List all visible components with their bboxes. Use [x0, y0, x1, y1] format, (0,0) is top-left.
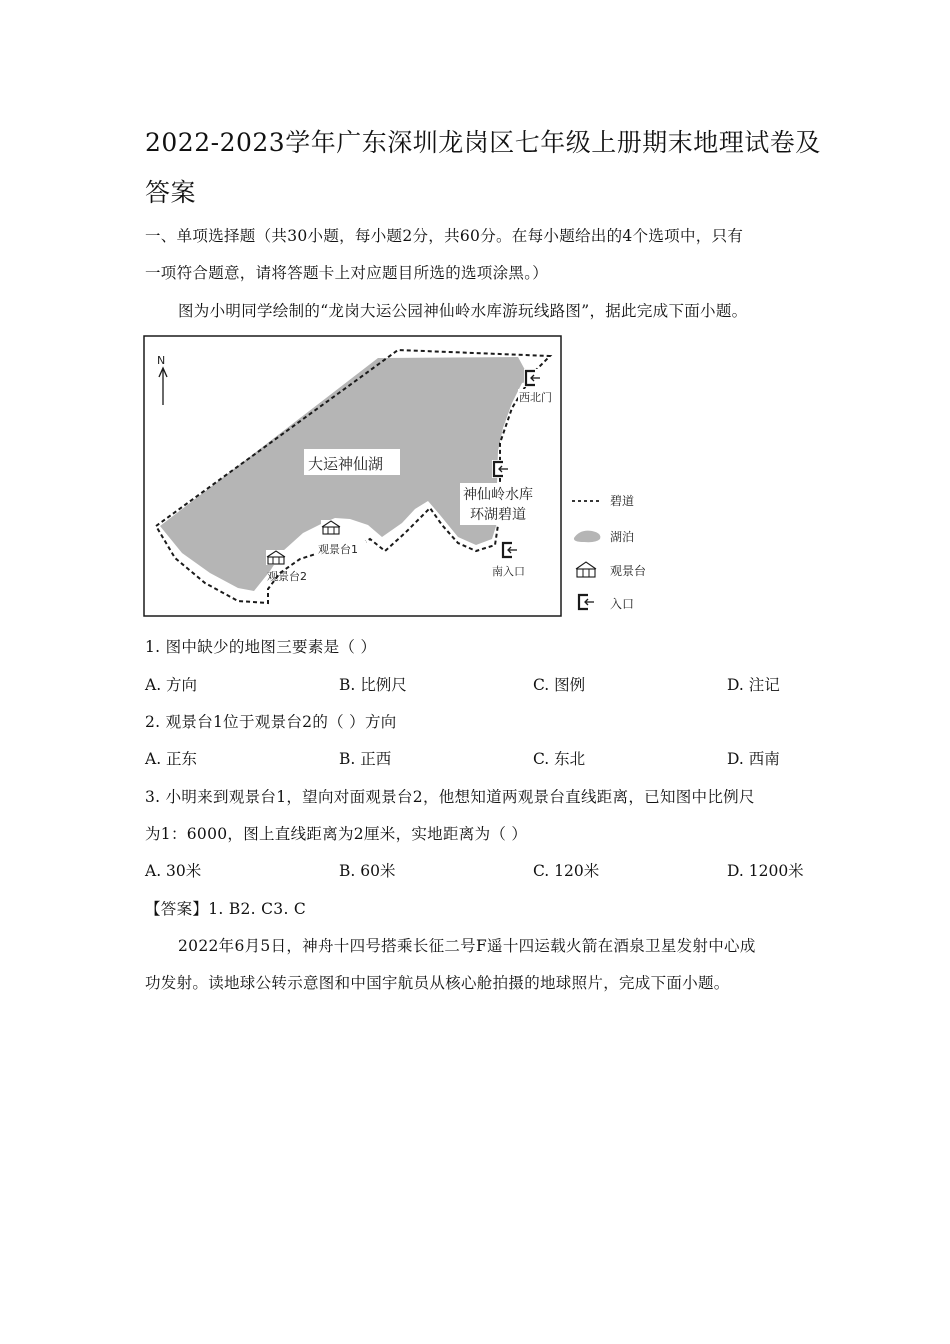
north-label: N — [157, 354, 166, 367]
question2-stem: 2. 观景台1位于观景台2的（ ）方向 — [145, 713, 397, 731]
viewpoint2-label: 观景台2 — [267, 570, 307, 583]
question2-option-d: D. 西南 — [727, 750, 780, 768]
question3-option-a: A. 30米 — [145, 862, 202, 880]
lake-name-label: 大运神仙湖 — [308, 455, 384, 473]
legend-entrance-icon — [579, 595, 594, 609]
legend-lake-label: 湖泊 — [610, 530, 635, 544]
question1-stem: 1. 图中缺少的地图三要素是（ ） — [145, 638, 377, 656]
question3-option-c: C. 120米 — [533, 862, 600, 880]
northwest-gate-entrance-icon — [524, 369, 542, 387]
legend-viewpoint-label: 观景台 — [610, 564, 647, 578]
trail-map-figure — [140, 333, 660, 621]
answer-key: 【答案】1. B2. C3. C — [145, 900, 307, 918]
legend-trail-label: 碧道 — [610, 494, 635, 508]
south-entrance-label: 南入口 — [492, 565, 525, 578]
path-name-line2: 环湖碧道 — [470, 507, 526, 523]
section-heading-line2: 一项符合题意，请将答题卡上对应题目所选的选项涂黑。） — [145, 264, 549, 282]
question2-option-b: B. 正西 — [339, 750, 392, 768]
legend-entrance-label: 入口 — [610, 597, 635, 611]
map-intro-text: 图为小明同学绘制的“龙岗大运公园神仙岭水库游玩线路图”，据此完成下面小题。 — [178, 302, 748, 320]
question2-option-a: A. 正东 — [145, 750, 198, 768]
question1-option-d: D. 注记 — [727, 676, 780, 694]
document-title-line2: 答案 — [145, 178, 197, 207]
south-entrance-icon — [501, 541, 519, 559]
northwest-gate-label: 西北门 — [519, 391, 552, 404]
question1-option-b: B. 比例尺 — [339, 676, 407, 694]
question2-option-c: C. 东北 — [533, 750, 586, 768]
question3-stem-line1: 3. 小明来到观景台1，望向对面观景台2，他想知道两观景台直线距离，已知图中比例尺 — [145, 788, 755, 806]
viewpoint1-label: 观景台1 — [318, 543, 358, 556]
east-entrance-icon — [492, 460, 510, 478]
question3-stem-line2: 为1：6000，图上直线距离为2厘米，实地距离为（ ） — [145, 825, 528, 843]
question3-option-b: B. 60米 — [339, 862, 396, 880]
path-name-line1: 神仙岭水库 — [463, 487, 533, 503]
question1-option-a: A. 方向 — [145, 676, 198, 694]
next-intro-line2: 功发射。读地球公转示意图和中国宇航员从核心舱拍摄的地球照片，完成下面小题。 — [145, 974, 730, 992]
legend-lake-swatch — [574, 531, 600, 543]
viewpoint2-icon — [266, 550, 286, 565]
question3-option-d: D. 1200米 — [727, 862, 804, 880]
legend-viewpoint-icon — [576, 562, 596, 577]
next-intro-line1: 2022年6月5日，神舟十四号搭乘长征二号F遥十四运载火箭在酒泉卫星发射中心成 — [178, 937, 756, 955]
question1-option-c: C. 图例 — [533, 676, 586, 694]
document-title-line1: 2022-2023学年广东深圳龙岗区七年级上册期末地理试卷及 — [145, 128, 821, 157]
map-legend — [572, 493, 646, 611]
viewpoint1-icon — [321, 520, 341, 535]
section-heading-line1: 一、单项选择题（共30小题，每小题2分，共60分。在每小题给出的4个选项中，只有 — [145, 227, 744, 245]
